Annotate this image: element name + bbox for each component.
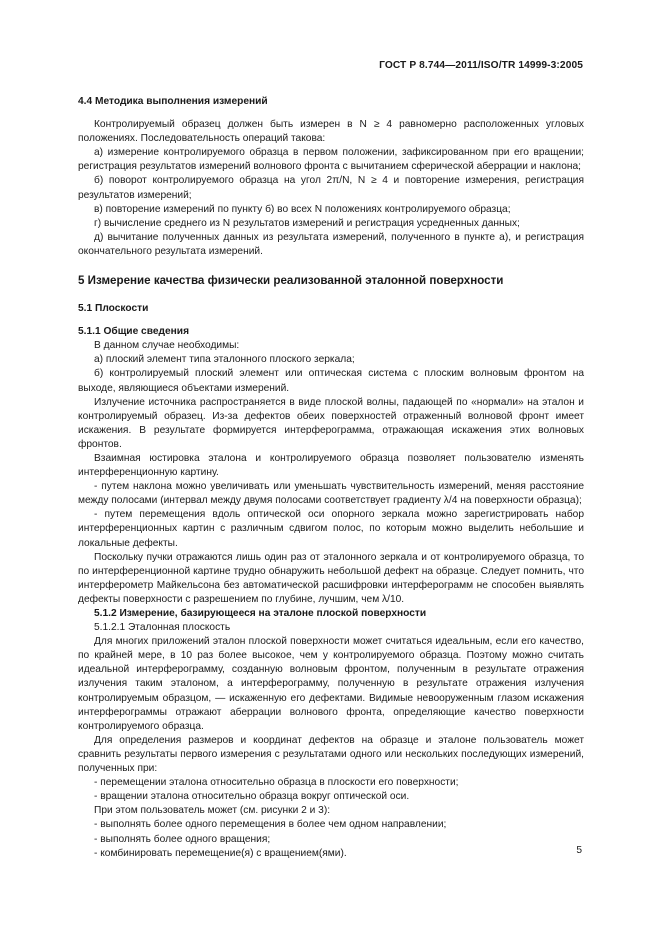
paragraph: Для определения размеров и координат дефектов на образце и эталоне пользователь может сравнить результаты первого измерения с результатами одного или нескольких последующих измерений, полученных при: <box>78 734 584 775</box>
paragraph: Поскольку пучки отражаются лишь один раз от эталонного зеркала и от контролируемого образца, то по интерференционной картине трудно обнаружить небольшой дефект на образце. Следует помнить, что интерферометр Майкельсона без автоматической расшифровки интерферограмм не способен выявлять дефекты поверхности с разрешением по глубине, лучшим, чем λ/10. <box>78 551 584 605</box>
standard-header: ГОСТ Р 8.744—2011/ISO/TR 14999-3:2005 <box>379 60 583 71</box>
paragraph: в) повторение измерений по пункту б) во всех N положениях контролируемого образца; <box>94 203 511 215</box>
section-heading: 4.4 Методика выполнения измерений <box>78 96 268 107</box>
paragraph: б) контролируемый плоский элемент или оптическая система с плоским волновым фронтом на выходе, являющиеся объектами измерений. <box>78 368 584 394</box>
paragraph: Для многих приложений эталон плоской поверхности может считаться идеальным, если его качество, по крайней мере, в 10 раз более высокое, чем у контролируемого образца. Поэтому можно считать идеальной интерферограмму, созданную волновым фронтом, полученным в результате отражения излучения таким эталоном, а интерферограмму, полученную в результате отражения излучения контролируемым образцом, — искаженную его дефектами. Видимые невооруженным глазом искажения интерферограммы отражают аберрации волнового фронта, определяющие качество поверхности контролируемого образца. <box>78 636 584 732</box>
spacer <box>78 316 584 325</box>
section-heading: 5.1.1 Общие сведения <box>78 326 190 338</box>
paragraph: - путем перемещения вдоль оптической оси опорного зеркала можно зарегистрировать набор интерференционных картин с различным сдвигом полос, по которым можно выделить небольшие и локальные дефекты. <box>78 509 584 549</box>
spacer <box>78 259 584 273</box>
paragraph: Взаимная юстировка эталона и контролируемого образца позволяет пользователю изменять интерференционную картину. <box>78 452 584 479</box>
section-heading: 5.1.2 Измерение, базирующееся на эталоне плоской поверхности <box>94 608 427 619</box>
paragraph: При этом пользователь может (см. рисунки 2 и 3): <box>94 805 331 817</box>
paragraph: д) вычитание полученных данных из результата измерений, полученного в пункте а), и регистрация окончательного результата измерений. <box>78 231 584 257</box>
paragraph: - комбинировать перемещение(я) с вращением(ями). <box>94 847 347 859</box>
paragraph: Излучение источника распространяется в виде плоской волны, падающей по «нормали» на эталон и контролируемый образец. Из-за дефектов обеих поверхностей отраженный волновой фронт имеет искажения. В результате формируется интерферограмма, отражающая искажения этих волновых фронтов. <box>78 396 584 450</box>
paragraph: Контролируемый образец должен быть измерен в N ≥ 4 равномерно расположенных угловых положениях. Последовательность операций такова: <box>78 119 584 145</box>
spacer <box>78 109 584 118</box>
paragraph: 5.1.2.1 Эталонная плоскость <box>94 622 231 634</box>
paragraph: - вращении эталона относительно образца вокруг оптической оси. <box>94 791 410 803</box>
paragraph: г) вычисление среднего из N результатов измерений и регистрация усредненных данных; <box>94 217 520 229</box>
paragraph: В данном случае необходимы: <box>94 340 240 352</box>
paragraph: - перемещении эталона относительно образца в плоскости его поверхности; <box>94 777 459 789</box>
spacer <box>78 288 584 302</box>
document-body <box>78 95 584 861</box>
paragraph: б) поворот контролируемого образца на угол 2π/N, N ≥ 4 и повторение измерения, регистрация результатов измерений; <box>78 175 584 201</box>
page-number: 5 <box>576 845 582 856</box>
paragraph: - выполнять более одного перемещения в более чем одном направлении; <box>94 819 447 831</box>
paragraph: - выполнять более одного вращения; <box>94 833 271 845</box>
section-heading: 5.1 Плоскости <box>78 303 149 315</box>
paragraph: а) плоский элемент типа эталонного плоского зеркала; <box>94 354 355 366</box>
chapter-heading: 5 Измерение качества физически реализованной эталонной поверхности <box>78 274 504 288</box>
paragraph: а) измерение контролируемого образца в первом положении, зафиксированном при его вращении; регистрация результатов измерений волнового фронта с вычитанием сферической аберрации и наклона; <box>78 147 584 173</box>
paragraph: - путем наклона можно увеличивать или уменьшать чувствительность измерений, меняя расстояние между полосами (интервал между двумя полосами соответствует градиенту λ/4 на поверхности образца); <box>78 481 584 507</box>
